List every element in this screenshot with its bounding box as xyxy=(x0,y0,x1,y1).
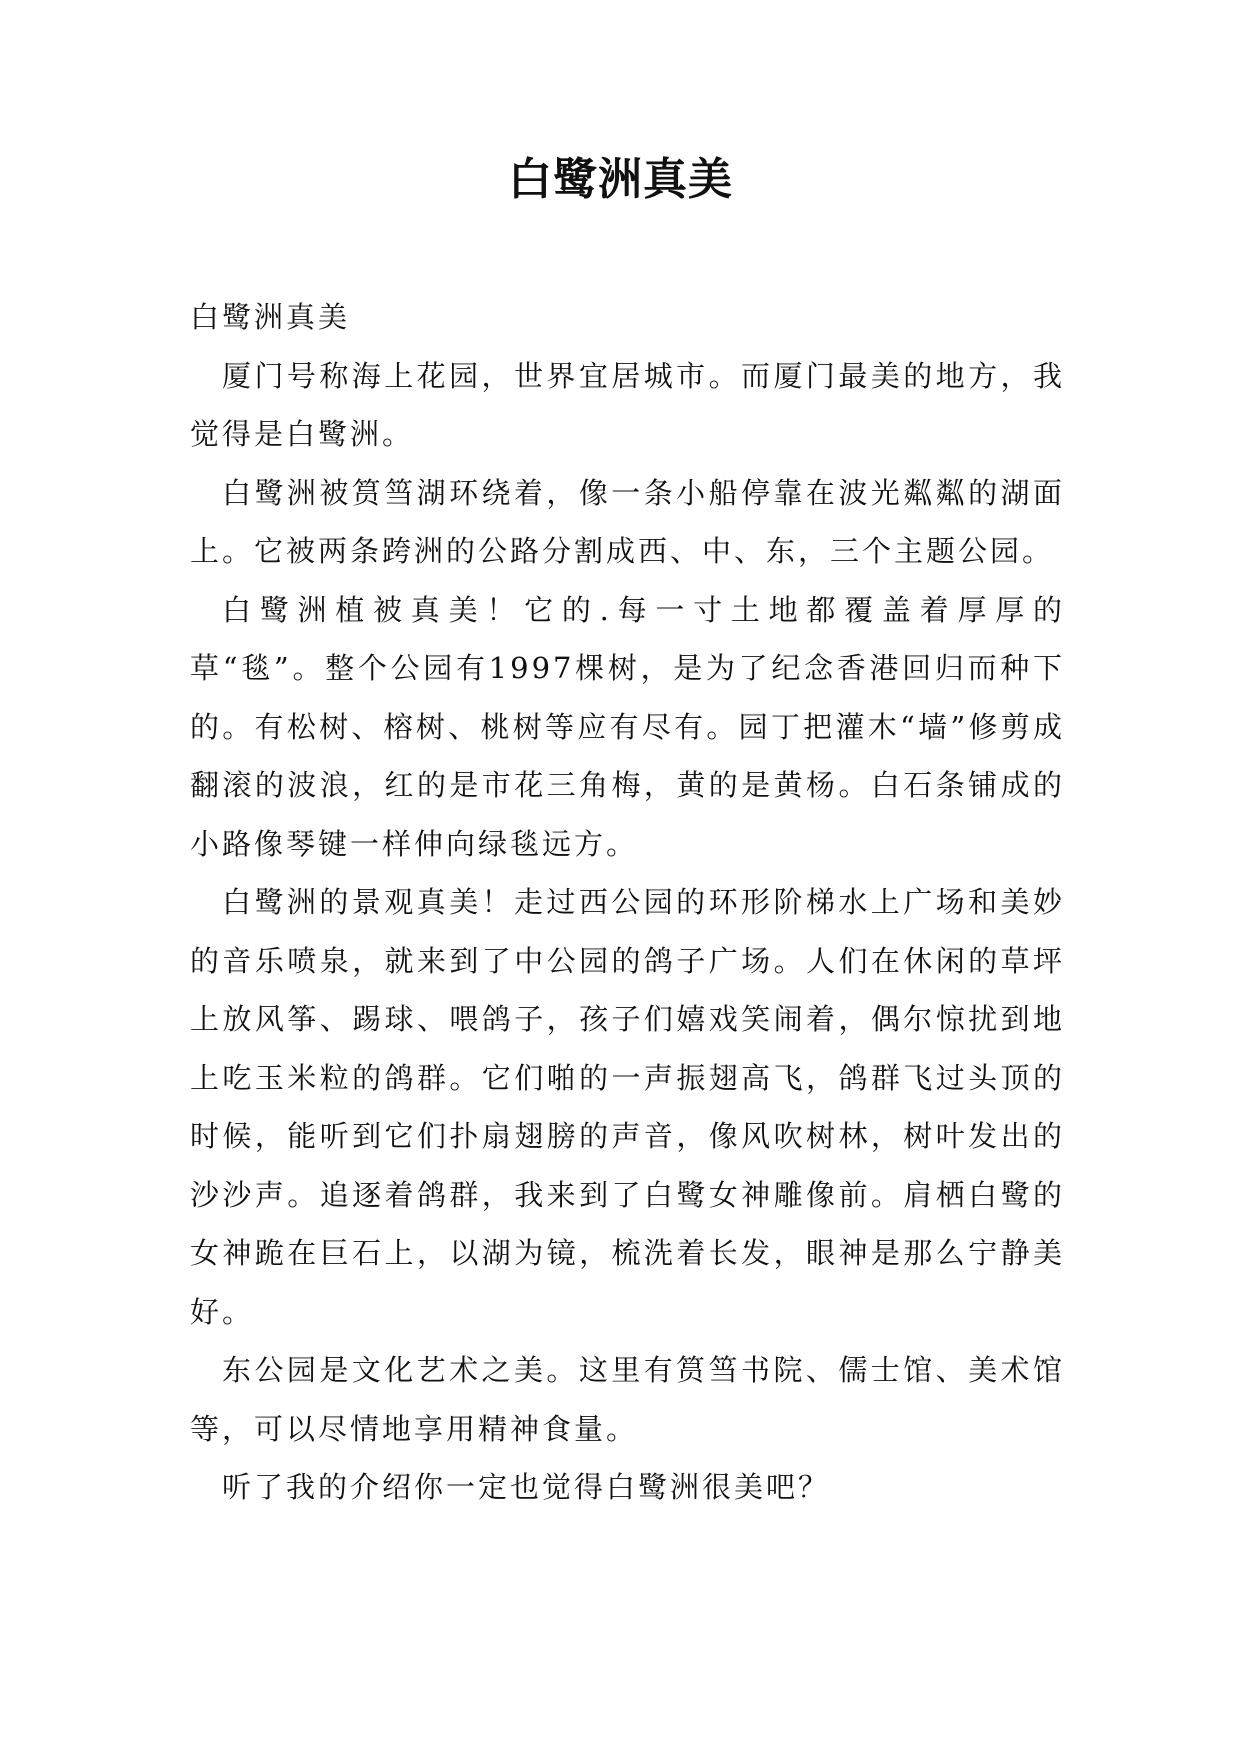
body-paragraph: 听了我的介绍你一定也觉得白鹭洲很美吧？ xyxy=(222,1470,831,1504)
subtitle-paragraph: 白鹭洲真美 xyxy=(190,300,351,334)
body-paragraph: 白鹭洲的景观真美！走过西公园的环形阶梯水上广场和美妙的音乐喷泉，就来到了中公园的鸽子广场。人们在休闲的草坪上放风筝、踢球、喂鸽子，孩子们嬉戏笑闹着，偶尔惊扰到地上吃玉米粒的鸽群。它们啪的一声振翅高飞，鸽群飞过头顶的时候，能听到它们扑扇翅膀的声音，像风吹树林，树叶发出的沙沙声。追逐着鸽群，我来到了白鹭女神雕像前。肩栖白鹭的女神跪在巨石上，以湖为镜，梳洗着长发，眼神是那么宁静美好。 xyxy=(190,885,1065,1329)
body-paragraph: 厦门号称海上花园，世界宜居城市。而厦门最美的地方，我觉得是白鹭洲。 xyxy=(190,358,1065,451)
body-paragraph: 白鹭洲植被真美！它的.每一寸土地都覆盖着厚厚的草“毯”。整个公园有1997棵树，是为了纪念香港回归而种下的。有松树、榕树、桃树等应有尽有。园丁把灌木“墙”修剪成翻滚的波浪，红的是市花三角梅，黄的是黄杨。白石条铺成的小路像琴键一样伸向绿毯远方。 xyxy=(190,592,1065,861)
document-body xyxy=(190,288,1065,1517)
body-paragraph: 东公园是文化艺术之美。这里有筼筜书院、儒士馆、美术馆等，可以尽情地享用精神食量。 xyxy=(190,1353,1065,1446)
document-title: 白鹭洲真美 xyxy=(508,154,733,205)
body-paragraph: 白鹭洲被筼筜湖环绕着，像一条小船停靠在波光粼粼的湖面上。它被两条跨洲的公路分割成西、中、东，三个主题公园。 xyxy=(190,475,1065,568)
